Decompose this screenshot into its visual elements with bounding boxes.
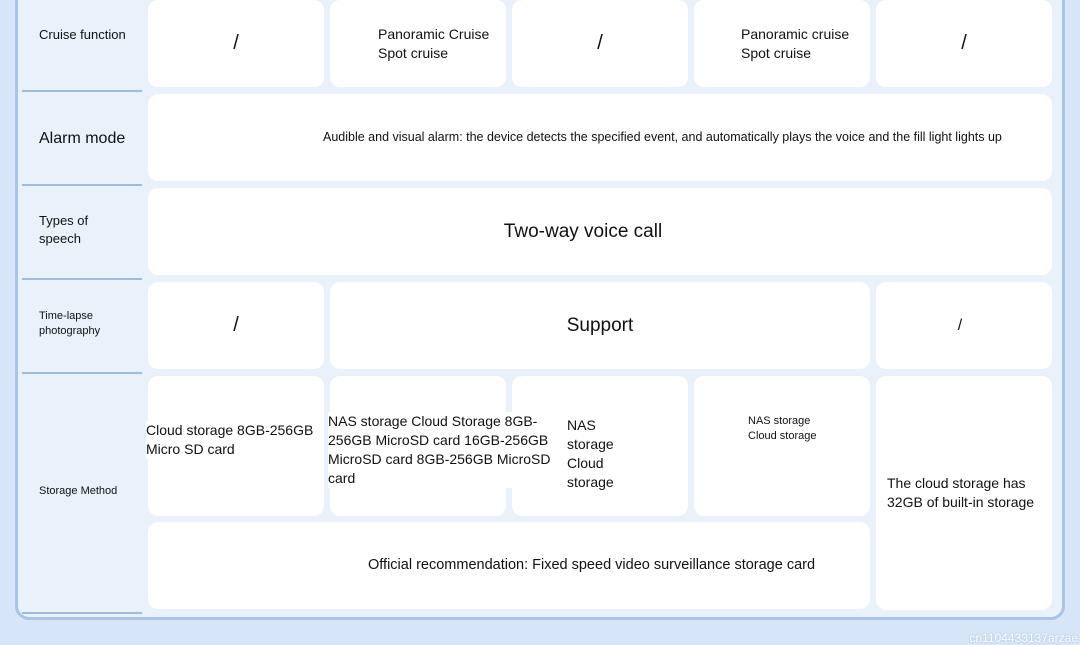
row-label-cruise-function: Cruise function [39, 27, 126, 42]
row-divider [22, 612, 142, 614]
row-divider [22, 90, 142, 92]
cell-storage-4-text: NAS storage Cloud storage [748, 414, 828, 444]
row-divider [22, 184, 142, 186]
cell-timelapse-support: Support [330, 282, 870, 369]
row-label-time-lapse: Time-lapse photography [39, 310, 101, 337]
cell-cruise-4: Panoramic cruise Spot cruise [694, 0, 870, 87]
row-label-alarm-mode: Alarm mode [39, 130, 126, 147]
cell-storage-recommendation: Official recommendation: Fixed speed video surveillance storage card [148, 522, 870, 609]
row-divider [22, 278, 142, 280]
cell-storage-3-text: NAS storage Cloud storage [567, 416, 637, 492]
cell-timelapse-3: / [876, 282, 1052, 369]
cell-timelapse-1: / [148, 282, 324, 369]
row-divider [22, 372, 142, 374]
row-label-storage-method: Storage Method [39, 485, 118, 497]
row-label-types-of-speech: Types of speech [39, 213, 89, 246]
cell-two-way-voice: Two-way voice call [148, 188, 1052, 275]
cell-storage-1-text: Cloud storage 8GB-256GB Micro SD card [146, 421, 322, 459]
cell-alarm-mode: Audible and visual alarm: the device detects the specified event, and automatically plays the voice and the fill light lights up [148, 94, 1052, 181]
cell-cruise-3: / [512, 0, 688, 87]
cell-storage-2-text: NAS storage Cloud Storage 8GB-256GB MicroSD card 16GB-256GB MicroSD card 8GB-256GB MicroSD card [328, 412, 568, 488]
cell-cruise-1: / [148, 0, 324, 87]
cell-cruise-5: / [876, 0, 1052, 87]
watermark: cn1104433137arzae [969, 631, 1078, 645]
cell-storage-4-bg [694, 376, 870, 516]
cell-storage-5: The cloud storage has 32GB of built-in storage [876, 376, 1052, 610]
cell-cruise-2: Panoramic Cruise Spot cruise [330, 0, 506, 87]
